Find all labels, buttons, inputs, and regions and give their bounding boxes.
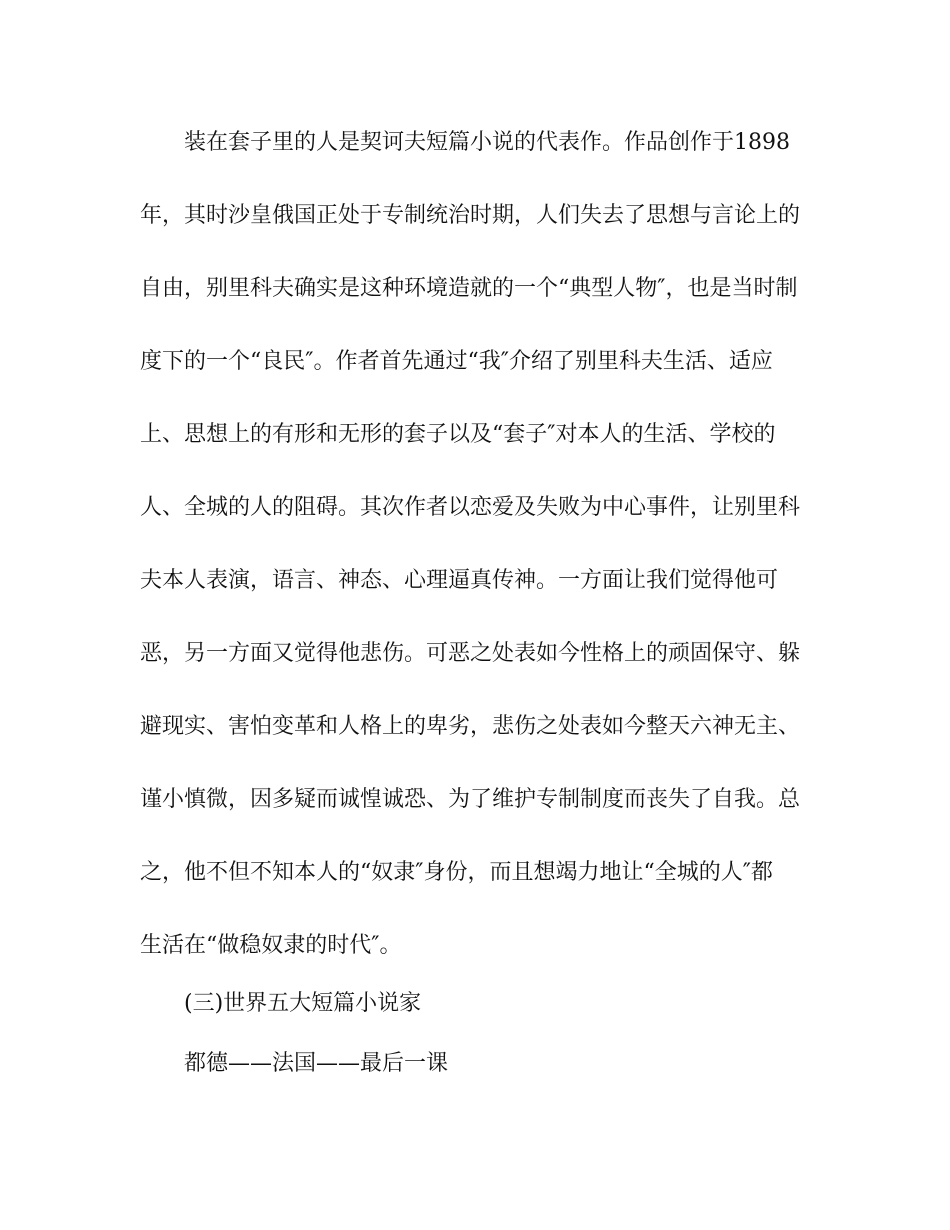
paragraph-line: 度下的一个“良民″。作者首先通过“我″介绍了别里科夫生活、适应 <box>140 349 773 374</box>
paragraph-line: 恶，另一方面又觉得他悲伤。可恶之处表如今性格上的顽固保守、躲 <box>140 641 801 666</box>
paragraph-line: 装在套子里的人是契诃夫短篇小说的代表作。作品创作于1898 <box>184 130 790 155</box>
paragraph-line: 自由，别里科夫确实是这种环境造就的一个“典型人物″，也是当时制 <box>140 276 798 301</box>
paragraph-line: 之，他不但不知本人的“奴隶″身份，而且想竭力地让“全城的人″都 <box>140 860 773 885</box>
section-heading: (三)世界五大短篇小说家 <box>184 991 422 1016</box>
paragraph-line: 夫本人表演，语言、神态、心理逼真传神。一方面让我们觉得他可 <box>140 568 779 593</box>
list-entry: 都德——法国——最后一课 <box>184 1051 449 1076</box>
paragraph-line: 上、思想上的有形和无形的套子以及“套子″对本人的生活、学校的 <box>140 422 776 447</box>
paragraph-line: 避现实、害怕变革和人格上的卑劣，悲伤之处表如今整天六神无主、 <box>140 714 801 739</box>
paragraph-line: 年，其时沙皇俄国正处于专制统治时期，人们失去了思想与言论上的 <box>140 203 801 228</box>
paragraph-line: 谨小慎微，因多疑而诚惶诚恐、为了维护专制制度而丧失了自我。总 <box>140 787 801 812</box>
paragraph-line: 生活在“做稳奴隶的时代″。 <box>140 933 402 958</box>
paragraph-line: 人、全城的人的阻碍。其次作者以恋爱及失败为中心事件，让别里科 <box>140 495 801 520</box>
